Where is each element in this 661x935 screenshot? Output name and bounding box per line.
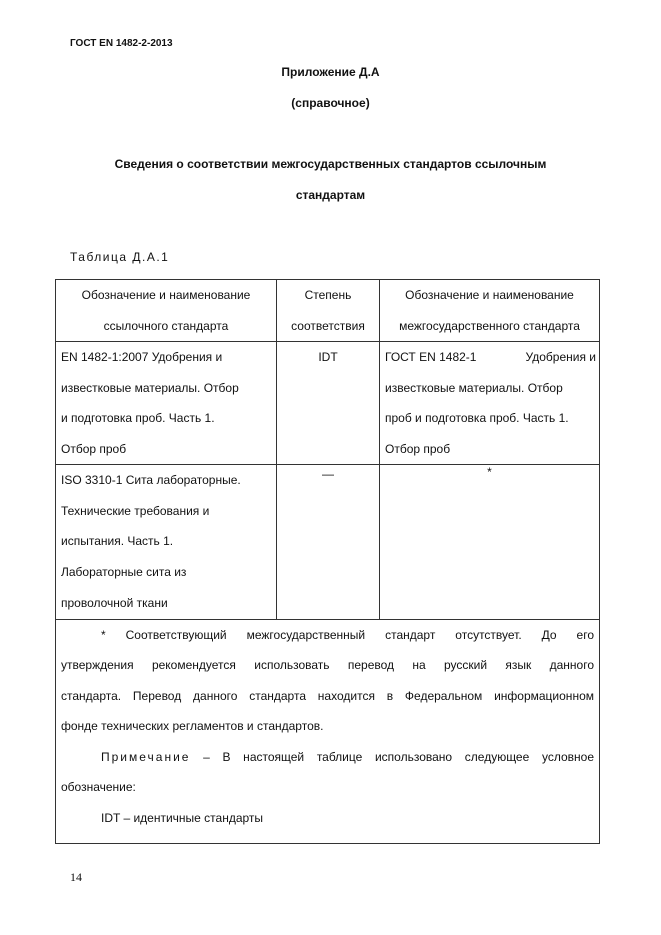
reference-standard-cell (56, 342, 277, 465)
note-text: IDT – идентичные стандарты (101, 810, 264, 825)
cell-text: Лабораторные сита из (61, 565, 187, 580)
appendix-title: Приложение Д.А (281, 65, 380, 79)
header-text: Обозначение и наименование (81, 288, 251, 302)
interstate-title-start: Удобрения и (525, 350, 596, 364)
footnote-text: стандарта. Перевод данного стандарта находится в Федеральном информационном (61, 688, 594, 703)
cell-text (385, 342, 596, 373)
cell-text: Отбор проб (61, 441, 127, 456)
cell-text: проволочной ткани (61, 595, 168, 610)
table-row (56, 465, 600, 620)
header-text: Степень (304, 288, 352, 302)
interstate-standard-cell (380, 465, 600, 620)
degree-cell (277, 342, 380, 465)
cell-text: проб и подготовка проб. Часть 1. (385, 411, 569, 425)
table-header-row (56, 280, 600, 342)
header-text: межгосударственного стандарта (399, 318, 580, 333)
interstate-standard-cell (380, 342, 600, 465)
page-number: 14 (70, 870, 82, 884)
table-caption: Таблица Д.А.1 (70, 250, 170, 264)
appendix-subtitle: (справочное) (291, 96, 370, 110)
degree-value: — (322, 467, 334, 481)
interstate-code: ГОСТ EN 1482-1 (385, 350, 477, 364)
footnote-cell (56, 619, 600, 844)
document-code: ГОСТ EN 1482-2-2013 (70, 38, 173, 49)
section-heading-line2: стандартам (295, 188, 366, 202)
footnote-text: фонде технических регламентов и стандартов. (61, 719, 324, 734)
header-degree (277, 280, 380, 342)
header-text: ссылочного стандарта (103, 318, 229, 333)
footnote-marker: * (487, 465, 492, 479)
header-text: Обозначение и наименование (405, 288, 574, 302)
header-interstate-standard (380, 280, 600, 342)
footnote-text: * Соответствующий межгосударственный стандарт отсутствует. До его (101, 627, 594, 642)
cell-text: Отбор проб (385, 441, 451, 456)
cell-text: Технические требования и (61, 503, 210, 518)
cell-text: и подготовка проб. Часть 1. (61, 411, 215, 425)
note-label: Примечание (101, 749, 191, 764)
cell-text: известковые материалы. Отбор (61, 380, 239, 395)
note-text: обозначение: (61, 780, 136, 795)
cell-text: EN 1482-1:2007 Удобрения и (61, 350, 223, 364)
section-heading-line1: Сведения о соответствии межгосударственных стандартов ссылочным (114, 157, 547, 171)
table-footnote-row (56, 619, 600, 844)
header-text: соответствия (291, 318, 365, 333)
reference-standard-cell (56, 465, 277, 620)
degree-cell (277, 465, 380, 620)
degree-value: IDT (318, 350, 338, 364)
footnote-text: утверждения рекомендуется использовать перевод на русский язык данного (61, 658, 594, 673)
header-reference-standard (56, 280, 277, 342)
note-line (61, 742, 594, 773)
cell-text: испытания. Часть 1. (61, 534, 174, 549)
table-row (56, 342, 600, 465)
cell-text: ISO 3310-1 Сита лабораторные. (61, 473, 241, 487)
cell-text: известковые материалы. Отбор (385, 380, 563, 395)
correspondence-table (55, 279, 600, 844)
note-text: – В настоящей таблице использовано следующее условное (190, 749, 594, 764)
